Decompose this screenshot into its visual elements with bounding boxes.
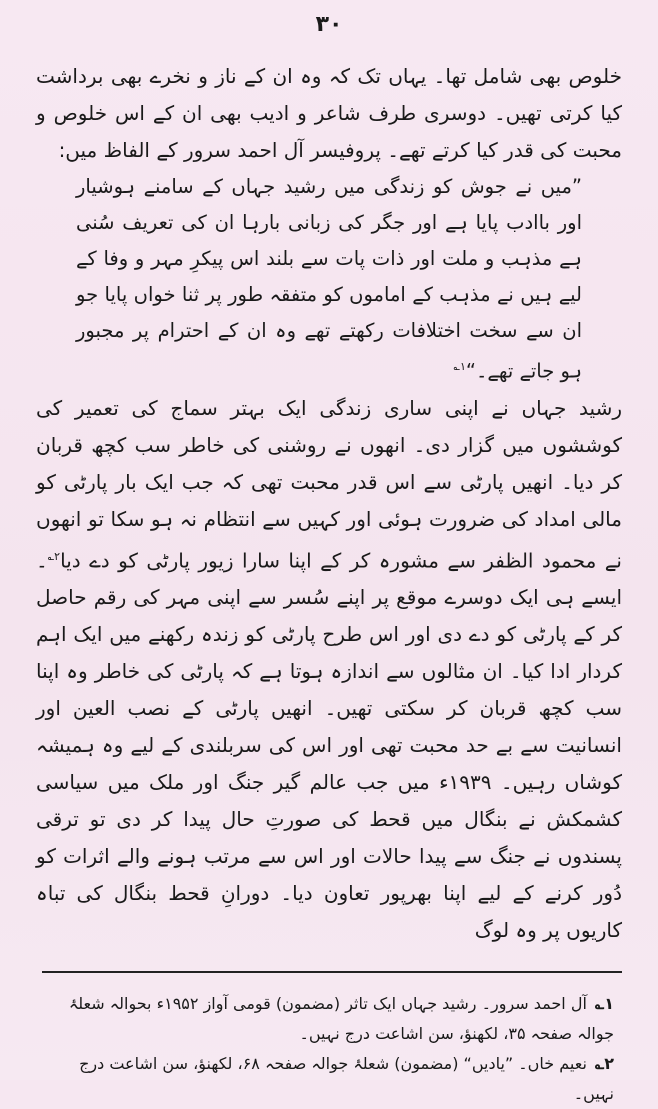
main-paragraph-part-a: رشید جہاں نے اپنی ساری زندگی ایک بہتر سماج کی تعمیر کی کوششوں میں گزار دی۔ انھوں نے روشنی کی خاطر سب کچھ قربان کر دیا۔ انھیں پارٹی سے اس قدر محبت تھی کہ جب ایک بار پارٹی کو مالی امداد کی ضرورت ہوئی اور کہیں سے انتظام نہ ہو سکا تو انھوں نے محمود الظفر سے مشورہ کر کے اپنا سارا زیور پارٹی کو دے دیا (36, 395, 622, 573)
footnote-2 (36, 1049, 614, 1109)
footnote-ref-1: ۱؎ (453, 360, 466, 373)
page-number: ۳۰ (315, 12, 343, 37)
footnote-1-text: آل احمد سرور۔ رشید جہاں ایک تاثر (مضمون) قومی آواز ۱۹۵۲ء بحوالہ شعلۂ جوالہ صفحہ ۳۵، لکھنؤ، سن اشاعت درج نہیں۔ (68, 994, 614, 1044)
footnote-divider (42, 971, 622, 973)
main-paragraph (36, 390, 622, 950)
main-paragraph-part-b: ۔ ایسے ہی ایک دوسرے موقع پر اپنے سُسر سے اپنی مہر کی رقم حاصل کر کے پارٹی کو دے دی اور اس طرح پارٹی کو زندہ رکھنے میں ایک اہم کردار ادا کیا۔ ان مثالوں سے اندازہ ہوتا ہے کہ پارٹی کی خاطر وہ اپنا سب کچھ قربان کر سکتی تھیں۔ انھیں پارٹی کے نصب العین اور انسانیت سے بے حد محبت تھی اور اس کی سربلندی کے لیے وہ ہمیشہ کوشاں رہیں۔ ۱۹۳۹ء میں جب عالم گیر جنگ اور ملک میں سیاسی کشمکش نے بنگال میں قحط کی صورتِ حال پیدا کر دی تو ترقی پسندوں نے جنگ سے پیدا حالات اور اس سے مرتب ہونے والے اثرات کو دُور کرنے کے لیے اپنا بھرپور تعاون دیا۔ دورانِ قحط بنگال کی تباہ کاریوں پر وہ لوگ (36, 548, 623, 943)
block-quote (76, 169, 582, 390)
footnote-1 (36, 989, 614, 1049)
quote-text: ”میں نے جوش کو زندگی میں رشید جہاں کے سامنے ہوشیار اور باادب پایا ہے اور جگر کی زبانی بارہا ان کی تعریف سُنی ہے مذہب و ملت اور ذات پات سے بلند اس پیکرِ مہر و وفا کے لیے ہیں نے مذہب کے اماموں کو متفقہ طور پر ثنا خواں پایا جو ان سے سخت اختلافات رکھتے تھے وہ ان کے احترام پر مجبور ہو جاتے تھے۔“ (76, 175, 582, 383)
footnote-2-mark: ۲؎ (594, 1054, 614, 1074)
intro-paragraph: خلوص بھی شامل تھا۔ یہاں تک کہ وہ ان کے ناز و نخرے بھی برداشت کیا کرتی تھیں۔ دوسری طرف شاعر و ادیب بھی ان کے اس خلوص و محبت کی قدر کیا کرتے تھے۔ پروفیسر آل احمد سرور کے الفاظ میں: (36, 64, 622, 162)
body-text (36, 58, 622, 949)
footnote-2-text: نعیم خاں۔ ”یادیں“ (مضمون) شعلۂ جوالہ صفحہ ۶۸، لکھنؤ، سن اشاعت درج نہیں۔ (79, 1054, 614, 1104)
footnote-ref-2: ۲؎ (47, 549, 61, 563)
footnote-1-mark: ۱؎ (594, 994, 614, 1014)
